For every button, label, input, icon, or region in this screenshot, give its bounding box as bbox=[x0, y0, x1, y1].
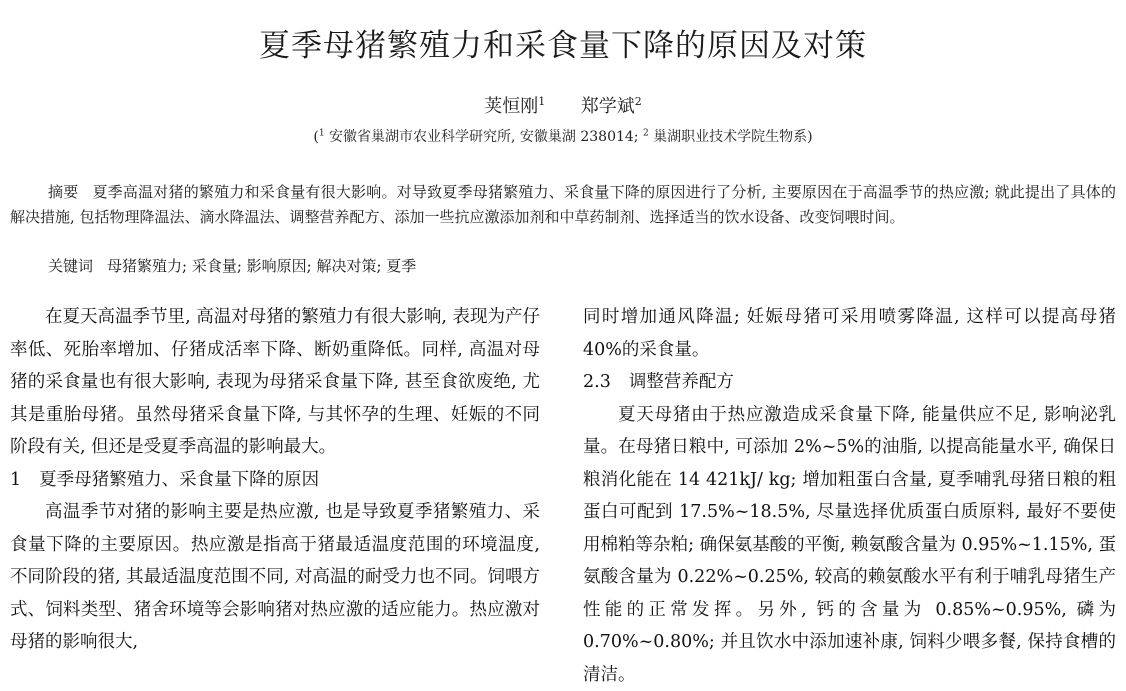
left-column bbox=[10, 301, 540, 659]
author-affil-mark: 1 bbox=[538, 95, 545, 108]
body-paragraph: 高温季节对猪的影响主要是热应激, 也是导致夏季猪繁殖力、采食量下降的主要原因。热应激是指高于猪最适温度范围的环境温度, 不同阶段的猪, 其最适温度范围不同, 对高温的耐受力也不同。饲喂方式、饲料类型、猪舍环境等会影响猪对热应激的适应能力。热应激对母猪的影响很大, bbox=[10, 496, 540, 659]
section-number: 2.3 bbox=[583, 372, 611, 392]
author-name: 郑学斌 bbox=[581, 96, 635, 117]
affiliation-text: 巢湖职业技术学院生物系) bbox=[653, 129, 812, 145]
keywords bbox=[48, 254, 1108, 279]
section-title: 夏季母猪繁殖力、采食量下降的原因 bbox=[39, 470, 319, 490]
intro-paragraph: 在夏天高温季节里, 高温对母猪的繁殖力有很大影响, 表现为产仔率低、死胎率增加、仔猪成活率下降、断奶重降低。同样, 高温对母猪的采食量也有很大影响, 表现为母猪采食量下降, 甚至食欲废绝, 尤其是重胎母猪。虽然母猪采食量下降, 与其怀孕的生理、妊娠的不同阶段有关, 但还是受夏季高温的影响最大。 bbox=[10, 301, 540, 464]
affiliation-mark: 2 bbox=[643, 128, 649, 138]
right-column bbox=[583, 301, 1116, 691]
continued-paragraph: 同时增加通风降温; 妊娠母猪可采用喷雾降温, 这样可以提高母猪 40%的采食量。 bbox=[583, 301, 1116, 366]
abstract-label: 摘要 bbox=[48, 183, 78, 201]
affiliation-text: 安徽省巢湖市农业科学研究所, 安徽巢湖 238014; bbox=[329, 129, 639, 145]
section-heading bbox=[10, 464, 540, 497]
affiliation-line bbox=[0, 126, 1126, 146]
paper-title: 夏季母猪繁殖力和采食量下降的原因及对策 bbox=[0, 20, 1126, 65]
section-title: 调整营养配方 bbox=[629, 372, 734, 392]
author-affil-mark: 2 bbox=[635, 95, 642, 108]
keywords-label: 关键词 bbox=[48, 257, 93, 275]
abstract bbox=[10, 180, 1116, 230]
section-heading bbox=[583, 366, 1116, 399]
author-line bbox=[0, 92, 1126, 118]
author-name: 荚恒刚 bbox=[484, 96, 538, 117]
affiliation-mark: 1 bbox=[319, 128, 325, 138]
abstract-text: 夏季高温对猪的繁殖力和采食量有很大影响。对导致夏季母猪繁殖力、采食量下降的原因进行了分析, 主要原因在于高温季节的热应激; 就此提出了具体的解决措施, 包括物理降温法、滴水降温法、调整营养配方、添加一些抗应激添加剂和中草药制剂、选择适当的饮水设备、改变饲喂时间。 bbox=[10, 183, 1116, 226]
keywords-text: 母猪繁殖力; 采食量; 影响原因; 解决对策; 夏季 bbox=[107, 257, 416, 275]
body-paragraph: 夏天母猪由于热应激造成采食量下降, 能量供应不足, 影响泌乳量。在母猪日粮中, 可添加 2%~5%的油脂, 以提高能量水平, 确保日粮消化能在 14 421kJ/ kg; 增加粗蛋白含量, 夏季哺乳母猪日粮的粗蛋白可配到 17.5%~18.5%, 尽量选择优质蛋白质原料, 最好不要使用棉粕等杂粕; 确保氨基酸的平衡, 赖氨酸含量为 0.95%~1.15%, 蛋氨酸含量为 0.22%~0.25%, 较高的赖氨酸水平有利于哺乳母猪生产性能的正常发挥。另外, 钙的含量为 0.85%~0.95%, 磷为 0.70%~0.80%; 并且饮水中添加速补康, 饲料少喂多餐, 保持食槽的清洁。 bbox=[583, 399, 1116, 691]
section-number: 1 bbox=[10, 470, 21, 490]
affiliation-open-paren: ( bbox=[313, 129, 318, 145]
